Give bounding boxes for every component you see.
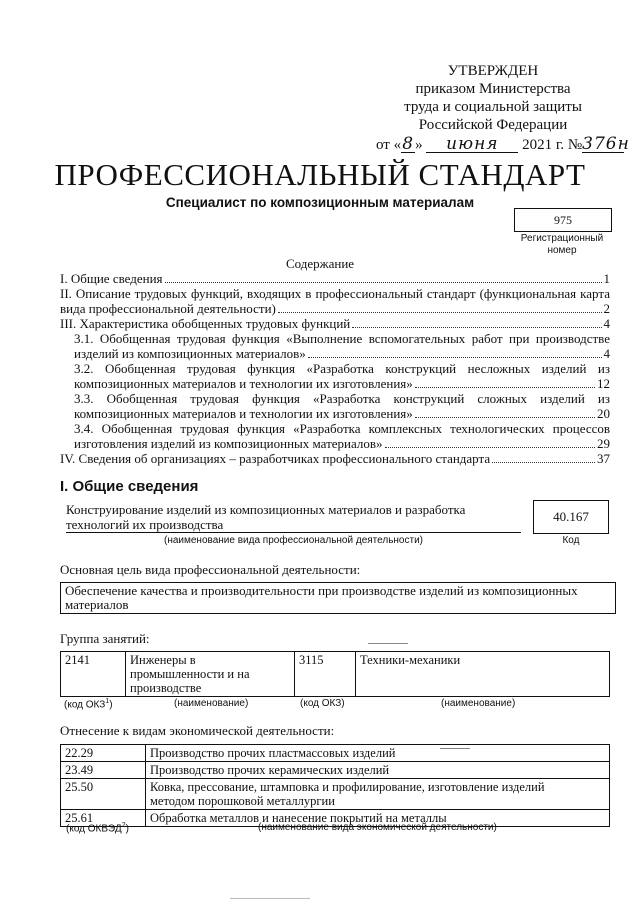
- okved-name-caption: (наименование вида экономической деятельности): [258, 822, 497, 833]
- table-row: [61, 652, 610, 697]
- okved-caption-text: (код ОКВЭД: [66, 823, 122, 835]
- toc-item-text: III. Характеристика обобщенных трудовых функций: [60, 316, 351, 331]
- toc-item-text: I. Общие сведения: [60, 271, 163, 286]
- name-caption-1: (наименование): [174, 698, 249, 709]
- toc-item-text-cont: композиционных материалов и технологии их изготовления»: [74, 376, 413, 391]
- toc-item-text: 3.1. Обобщенная трудовая функция «Выполнение вспомогательных работ при производстве: [74, 331, 610, 346]
- date-mid: »: [415, 137, 423, 153]
- toc-item-4[interactable]: [60, 451, 610, 466]
- occupation-name-1-line2: промышленности и на: [130, 667, 250, 681]
- toc-item-page: 2: [603, 301, 610, 316]
- approval-block: [376, 62, 630, 154]
- economic-activity-table: [60, 744, 610, 827]
- date-prefix: от «: [376, 137, 402, 153]
- registration-label-line1: Регистрационный: [520, 233, 604, 244]
- toc-item-page: 1: [603, 271, 610, 286]
- approval-line-4: Российской Федерации: [418, 117, 568, 133]
- toc-item-3-4[interactable]: [60, 421, 610, 451]
- goal-box: [60, 582, 616, 614]
- toc-item-page: 29: [597, 436, 610, 451]
- okved-name: [146, 779, 610, 810]
- toc-item-text: IV. Сведения об организациях – разработчиках профессионального стандарта: [60, 451, 491, 466]
- activity-caption: (наименование вида профессиональной деятельности): [164, 535, 423, 546]
- okved-code: 23.49: [61, 762, 146, 779]
- toc-item-page: 4: [603, 346, 610, 361]
- date-day: 8: [402, 134, 415, 154]
- toc-item-text-cont: вида профессиональной деятельности): [60, 301, 276, 316]
- okved-name: Обработка металлов и нанесение покрытий на металлы: [146, 810, 610, 827]
- activity-code: 40.167: [533, 500, 609, 534]
- page-subtitle: Специалист по композиционным материалам: [165, 195, 475, 210]
- okved-name: Производство прочих керамических изделий: [146, 762, 610, 779]
- table-of-contents: [60, 271, 610, 466]
- okved-name-line2: методом порошковой металлургии: [150, 794, 335, 808]
- approval-date-line: [376, 134, 630, 154]
- okz-code-2: 3115: [295, 652, 356, 697]
- okved-caption-end: ): [125, 823, 129, 835]
- toc-item-text: 3.2. Обобщенная трудовая функция «Разработка конструкций несложных изделий из: [74, 361, 610, 376]
- occupation-name-1-line3: производстве: [130, 681, 202, 695]
- toc-heading: Содержание: [285, 256, 355, 271]
- toc-item-text: 3.4. Обобщенная трудовая функция «Разработка комплексных технологических процессов: [74, 421, 610, 436]
- toc-item-page: 4: [603, 316, 610, 331]
- registration-number: 975: [514, 208, 612, 232]
- toc-item-3-2[interactable]: [60, 361, 610, 391]
- toc-item-1[interactable]: [60, 271, 610, 286]
- occupation-name-1: [126, 652, 295, 697]
- date-year: 2021 г. №: [522, 137, 583, 153]
- page-title: ПРОФЕССИОНАЛЬНЫЙ СТАНДАРТ: [54, 157, 586, 192]
- scan-artifact: [230, 898, 310, 899]
- section-heading: I. Общие сведения: [60, 478, 199, 495]
- toc-item-page: 20: [597, 406, 610, 421]
- goal-line2: материалов: [65, 597, 129, 612]
- toc-item-text: 3.3. Обобщенная трудовая функция «Разработка конструкций сложных изделий из: [74, 391, 610, 406]
- group-label: Группа занятий:: [60, 631, 150, 646]
- occupation-group-table: [60, 651, 610, 697]
- toc-item-3-1[interactable]: [60, 331, 610, 361]
- code-label: Код: [562, 535, 580, 546]
- toc-item-text-cont: изделий из композиционных материалов»: [74, 346, 306, 361]
- okz-caption-1-text: (код ОКЗ: [64, 699, 106, 711]
- toc-item-page: 37: [597, 451, 610, 466]
- approval-line-1: УТВЕРЖДЕН: [447, 63, 539, 79]
- toc-item-text: II. Описание трудовых функций, входящих в профессиональный стандарт (функциональная карта: [60, 286, 610, 301]
- table-row: [61, 745, 610, 762]
- okved-code: 25.50: [61, 779, 146, 810]
- okved-code: 25.61: [61, 810, 146, 827]
- footnote-marker-2[interactable]: 2: [121, 822, 126, 829]
- registration-label: [500, 233, 624, 257]
- okz-caption-1: [64, 698, 113, 710]
- activity-name-line1: Конструирование изделий из композиционных материалов и разработка: [66, 502, 466, 517]
- okved-caption: [66, 822, 129, 834]
- okved-code: 22.29: [61, 745, 146, 762]
- okved-name-line1: Ковка, прессование, штамповка и профилирование, изготовление изделий: [150, 780, 545, 794]
- table-row: [61, 762, 610, 779]
- registration-label-line2: номер: [547, 245, 577, 256]
- toc-item-3-3[interactable]: [60, 391, 610, 421]
- okz-caption-2: (код ОКЗ): [300, 698, 345, 709]
- okved-name: Производство прочих пластмассовых изделий: [146, 745, 610, 762]
- okz-code-1: 2141: [61, 652, 126, 697]
- okz-caption-1-end: ): [109, 699, 113, 711]
- toc-item-text-cont: композиционных материалов и технологии их изготовления»: [74, 406, 413, 421]
- occupation-name-2: Техники-механики: [356, 652, 610, 697]
- toc-item-text-cont: изготовления изделий из композиционных материалов»: [74, 436, 383, 451]
- scan-artifact: [440, 748, 470, 749]
- activity-name: [66, 502, 521, 533]
- toc-item-page: 12: [597, 376, 610, 391]
- table-row: [61, 779, 610, 810]
- activity-name-line2: технологий их производства: [66, 517, 224, 532]
- scan-artifact: [368, 643, 408, 644]
- approval-line-2: приказом Министерства: [415, 81, 571, 97]
- econ-label: Отнесение к видам экономической деятельности:: [60, 723, 335, 738]
- order-number: 376н: [582, 134, 630, 154]
- goal-label: Основная цель вида профессиональной деятельности:: [60, 562, 361, 577]
- goal-line1: Обеспечение качества и производительности при производстве изделий из композиционных: [65, 583, 578, 598]
- toc-item-3[interactable]: [60, 316, 610, 331]
- footnote-marker-1[interactable]: 1: [105, 698, 110, 705]
- toc-item-2[interactable]: [60, 286, 610, 316]
- occupation-name-1-line1: Инженеры в: [130, 653, 196, 667]
- date-month: июня: [426, 136, 518, 153]
- approval-line-3: труда и социальной защиты: [404, 99, 582, 115]
- name-caption-2: (наименование): [441, 698, 516, 709]
